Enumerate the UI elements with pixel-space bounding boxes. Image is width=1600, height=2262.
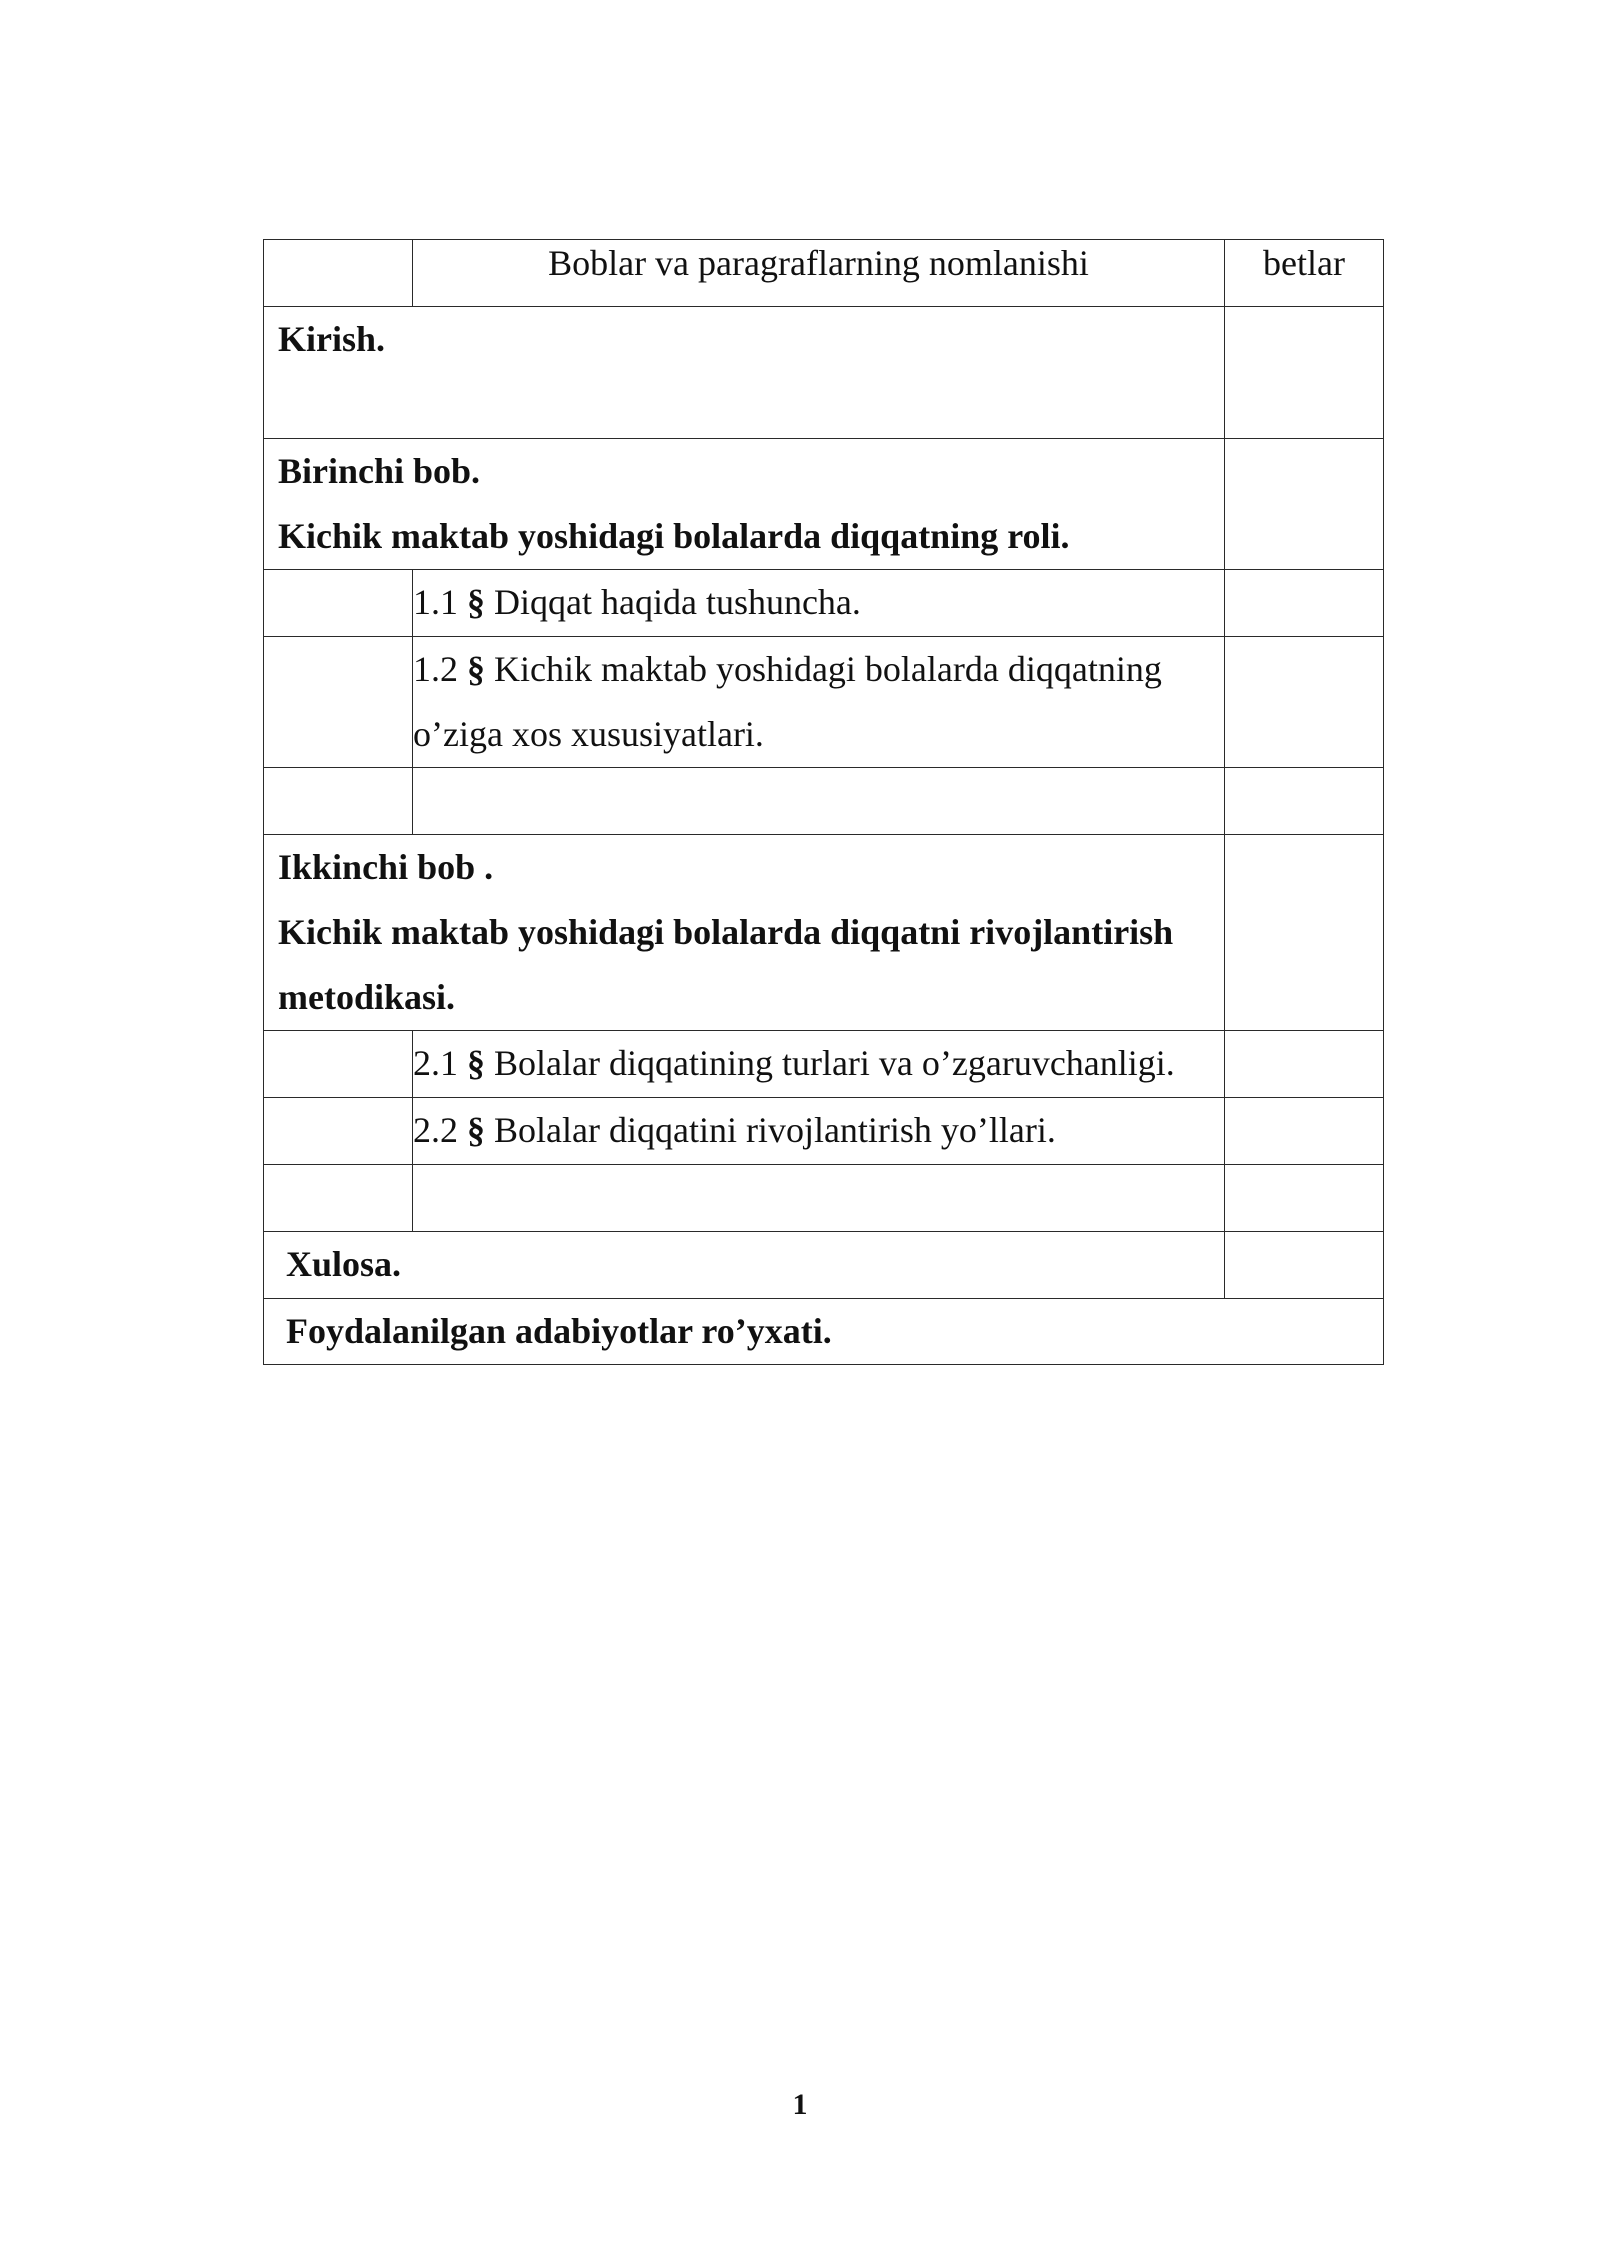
toc-row-chapter-1 [264,439,1384,570]
chapter-1-label: Birinchi bob. [278,451,481,491]
section-2-1-num: 2.1 [413,1043,458,1083]
chapter-2-title: Kichik maktab yoshidagi bolalarda diqqatni rivojlantirish metodikasi. [278,912,1174,1017]
section-1-2-pages [1225,637,1384,768]
chapter-2-pages [1225,835,1384,1031]
page-number: 1 [792,2088,808,2121]
chapter-1-pages [1225,439,1384,570]
section-1-1-num-cell [264,570,413,637]
intro-title: Kirish. [264,307,1225,439]
empty-cell [413,1165,1225,1232]
section-2-1-title: Bolalar diqqatining turlari va o’zgaruvchanligi. [494,1043,1175,1083]
section-sign: § [467,1110,485,1150]
section-sign: § [467,1043,485,1083]
toc-row-section-2-2 [264,1098,1384,1165]
empty-cell [1225,1165,1384,1232]
section-1-1-pages [1225,570,1384,637]
chapter-1-title: Kichik maktab yoshidagi bolalarda diqqatning roli. [278,516,1070,556]
section-1-2-title: Kichik maktab yoshidagi bolalarda diqqatning o’ziga xos xususiyatlari. [413,649,1162,754]
header-pages-cell: betlar [1225,240,1384,307]
toc-row-empty-1 [264,768,1384,835]
section-1-2-num-cell [264,637,413,768]
section-sign: § [467,649,485,689]
section-2-2-cell [413,1098,1225,1165]
toc-row-references [264,1299,1384,1365]
header-title-cell: Boblar va paragraflarning nomlanishi [413,240,1225,307]
toc-row-empty-2 [264,1165,1384,1232]
toc-row-conclusion [264,1232,1384,1299]
conclusion-pages [1225,1232,1384,1299]
toc-row-chapter-2 [264,835,1384,1031]
conclusion-title: Xulosa. [264,1232,1225,1299]
section-1-1-num: 1.1 [413,582,458,622]
toc-header-row [264,240,1384,307]
chapter-2-label: Ikkinchi bob . [278,847,494,887]
section-2-2-title: Bolalar diqqatini rivojlantirish yo’llari. [494,1110,1056,1150]
empty-cell [413,768,1225,835]
section-sign: § [467,582,485,622]
section-2-1-cell [413,1031,1225,1098]
section-2-2-num: 2.2 [413,1110,458,1150]
empty-cell [264,768,413,835]
table-of-contents [263,239,1384,1365]
section-2-1-num-cell [264,1031,413,1098]
section-1-2-num: 1.2 [413,649,458,689]
chapter-2-cell [264,835,1225,1031]
empty-cell [264,1165,413,1232]
section-1-2-cell [413,637,1225,768]
intro-pages [1225,307,1384,439]
references-title: Foydalanilgan adabiyotlar ro’yxati. [264,1299,1384,1365]
section-1-1-title: Diqqat haqida tushuncha. [494,582,861,622]
section-2-2-pages [1225,1098,1384,1165]
toc-row-section-1-2 [264,637,1384,768]
section-1-1-cell [413,570,1225,637]
section-2-2-num-cell [264,1098,413,1165]
toc-row-section-2-1 [264,1031,1384,1098]
section-2-1-pages [1225,1031,1384,1098]
empty-cell [1225,768,1384,835]
header-num-cell [264,240,413,307]
toc-row-intro [264,307,1384,439]
chapter-1-cell [264,439,1225,570]
toc-row-section-1-1 [264,570,1384,637]
